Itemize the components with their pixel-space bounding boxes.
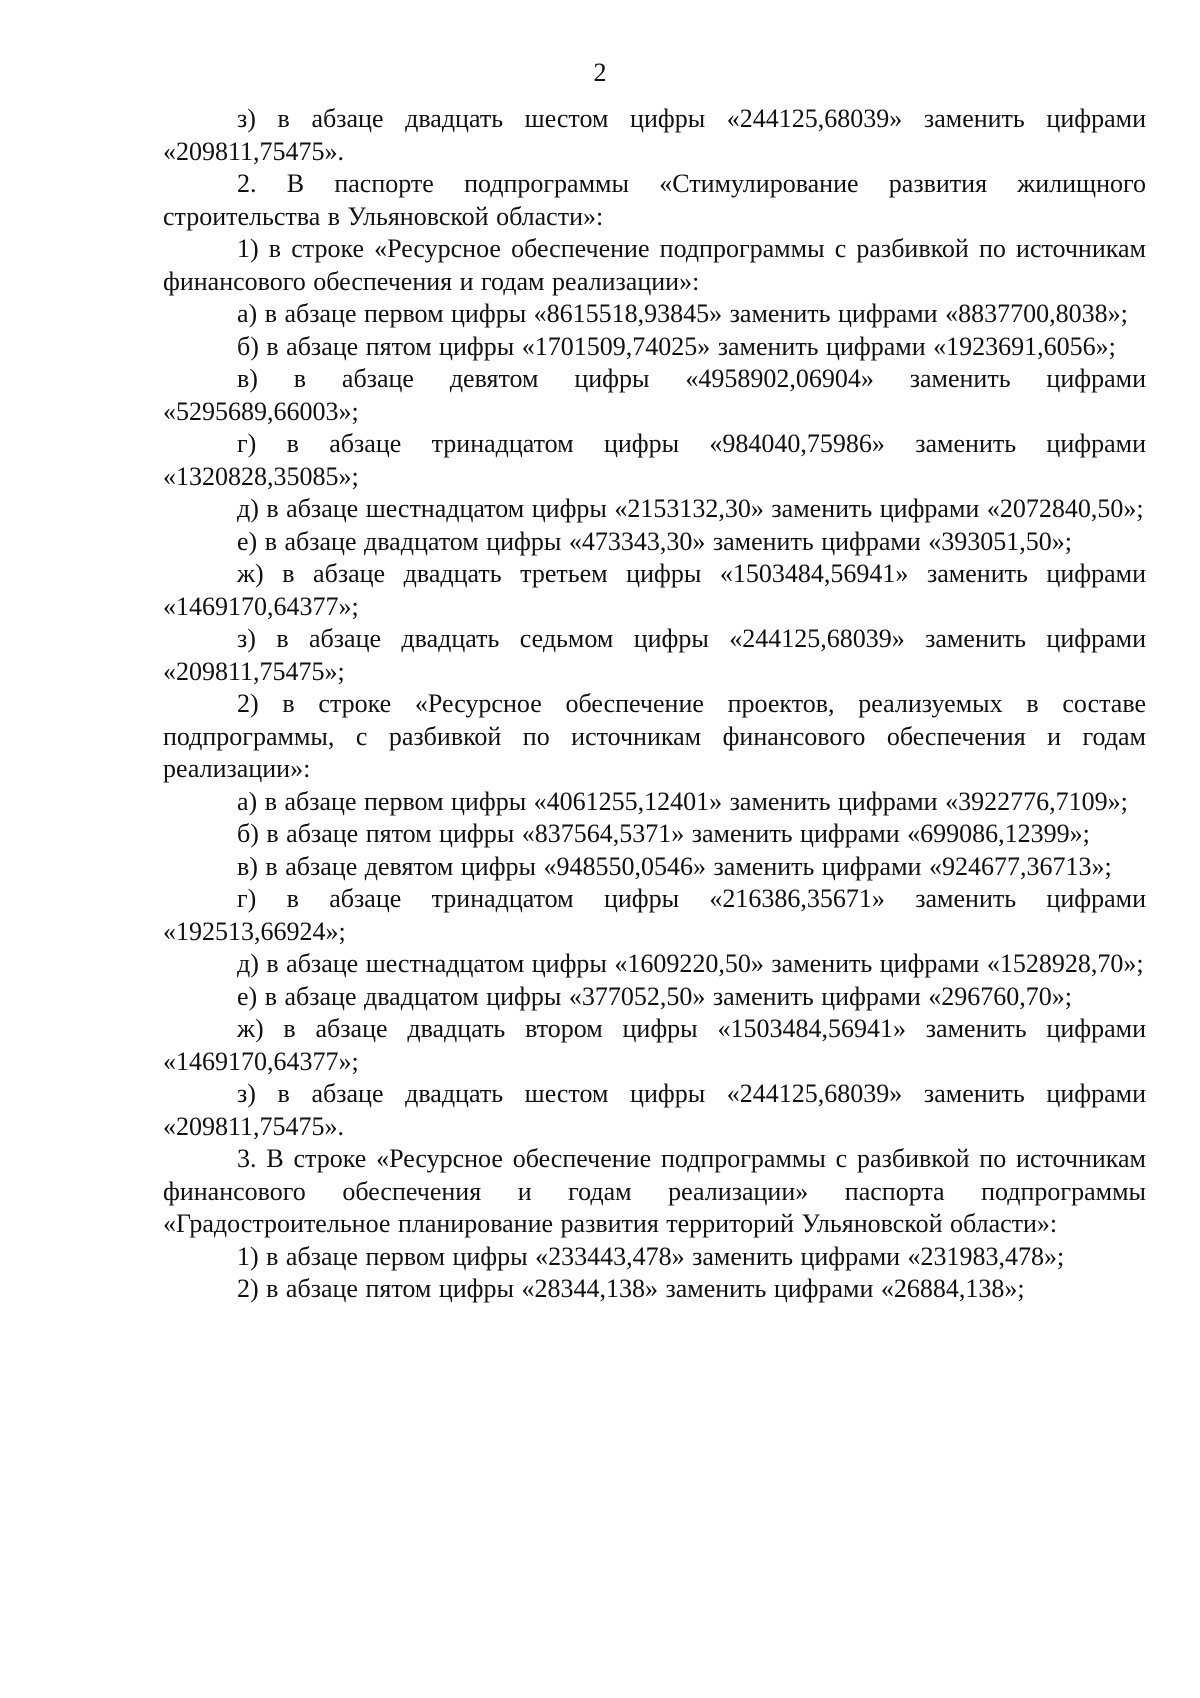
paragraph: д) в абзаце шестнадцатом цифры «1609220,50» заменить цифрами «1528928,70»; [237, 949, 1144, 978]
paragraph: 2) в абзаце пятом цифры «28344,138» заменить цифрами «26884,138»; [237, 1274, 1025, 1303]
paragraph: 2) в строке «Ресурсное обеспечение проектов, реализуемых в составе подпрограммы, с разбивкой по источникам финансового обеспечения и годам реализации»: [163, 689, 1146, 783]
paragraph: б) в абзаце пятом цифры «1701509,74025» заменить цифрами «1923691,6056»; [237, 331, 1116, 361]
paragraph: з) в абзаце двадцать шестом цифры «244125,68039» заменить цифрами «209811,75475». [163, 1079, 1146, 1141]
paragraph: 3. В строке «Ресурсное обеспечение подпрограммы с разбивкой по источникам финансового обеспечения и годам реализации» паспорта подпрограммы «Градостроительное планирование развития территорий Ульяновской области»: [163, 1144, 1146, 1238]
page-number: 2 [593, 58, 607, 87]
paragraph: г) в абзаце тринадцатом цифры «984040,75986» заменить цифрами «1320828,35085»; [163, 429, 1146, 491]
paragraph: 1) в строке «Ресурсное обеспечение подпрограммы с разбивкой по источникам финансового обеспечения и годам реализации»: [163, 234, 1146, 296]
paragraph: ж) в абзаце двадцать втором цифры «1503484,56941» заменить цифрами «1469170,64377»; [163, 1014, 1146, 1076]
paragraph: з) в абзаце двадцать шестом цифры «244125,68039» заменить цифрами «209811,75475». [163, 104, 1146, 166]
paragraph: 2. В паспорте подпрограммы «Стимулирование развития жилищного строительства в Ульяновской области»: [163, 169, 1146, 231]
paragraph: е) в абзаце двадцатом цифры «473343,30» заменить цифрами «393051,50»; [237, 526, 1072, 556]
paragraph: а) в абзаце первом цифры «4061255,12401» заменить цифрами «3922776,7109»; [237, 786, 1128, 816]
paragraph: д) в абзаце шестнадцатом цифры «2153132,30» заменить цифрами «2072840,50»; [237, 494, 1144, 523]
paragraph: б) в абзаце пятом цифры «837564,5371» заменить цифрами «699086,12399»; [237, 819, 1090, 848]
paragraph: а) в абзаце первом цифры «8615518,93845» заменить цифрами «8837700,8038»; [237, 299, 1128, 328]
paragraph: г) в абзаце тринадцатом цифры «216386,35671» заменить цифрами «192513,66924»; [163, 884, 1146, 946]
paragraph: ж) в абзаце двадцать третьем цифры «1503484,56941» заменить цифрами «1469170,64377»; [163, 559, 1146, 621]
paragraph: е) в абзаце двадцатом цифры «377052,50» заменить цифрами «296760,70»; [237, 981, 1072, 1011]
paragraph: 1) в абзаце первом цифры «233443,478» заменить цифрами «231983,478»; [237, 1241, 1065, 1271]
document-body [163, 103, 1146, 1306]
paragraph: в) в абзаце девятом цифры «948550,0546» заменить цифрами «924677,36713»; [237, 851, 1112, 881]
paragraph: з) в абзаце двадцать седьмом цифры «244125,68039» заменить цифрами «209811,75475»; [163, 624, 1146, 686]
paragraph: в) в абзаце девятом цифры «4958902,06904» заменить цифрами «5295689,66003»; [163, 364, 1146, 426]
